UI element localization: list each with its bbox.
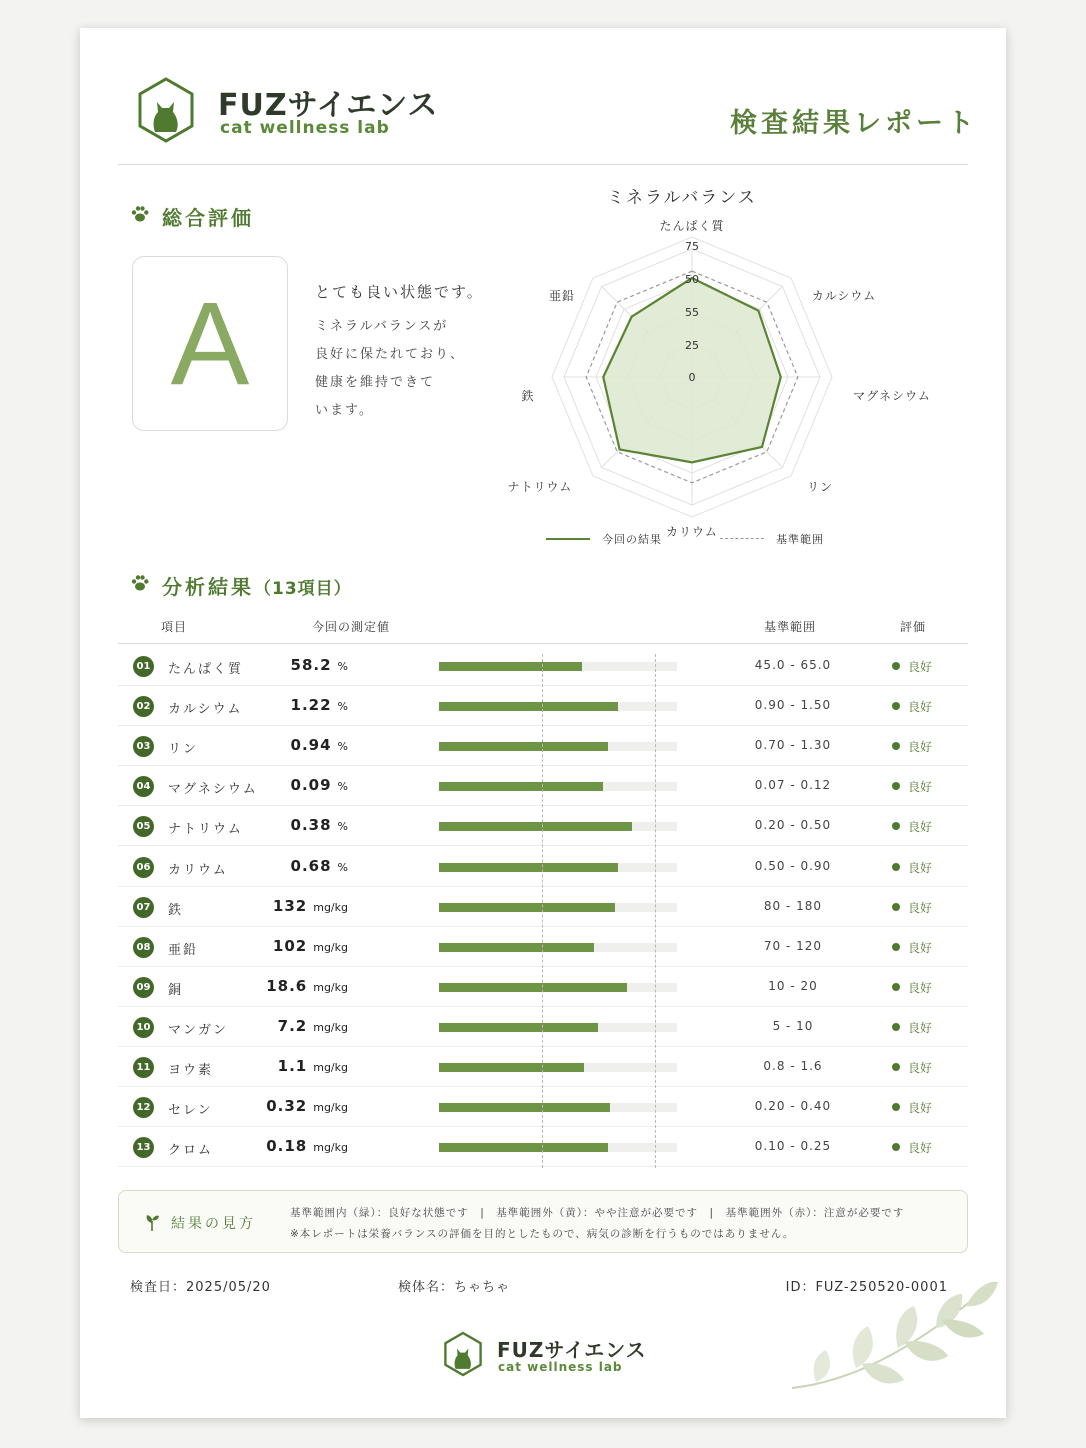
row-item-name: 銅	[168, 982, 184, 998]
grade-description-line: います。	[315, 403, 374, 418]
row-value	[266, 1097, 348, 1115]
grade-description	[315, 313, 465, 425]
row-evaluation-label: 良好	[908, 1061, 933, 1075]
legend-reference-label: 基準範囲	[776, 533, 824, 546]
result-guide-line: 基準範囲内（緑）：良好な状態です | 基準範囲外（黄）：やや注意が必要です | 基準範囲外（赤）：注意が必要です	[290, 1207, 905, 1219]
row-number-badge: 08	[133, 937, 154, 958]
row-value-number: 18.6	[266, 976, 308, 995]
sample-name: 検体名：ちゃちゃ	[398, 1280, 511, 1295]
row-number-badge: 05	[133, 816, 154, 837]
row-level-bar	[439, 1143, 677, 1152]
row-number-badge: 07	[133, 897, 154, 918]
row-item-name: クロム	[168, 1143, 214, 1159]
result-guide-box	[118, 1190, 968, 1253]
status-dot-icon	[892, 662, 900, 670]
table-row	[118, 686, 968, 726]
grade-card	[132, 256, 288, 431]
table-row	[118, 967, 968, 1007]
row-reference-range: 10 - 20	[768, 978, 818, 993]
row-evaluation-label: 良好	[908, 740, 933, 755]
grade-description-line: 健康を維持できて	[315, 375, 436, 390]
row-value	[291, 736, 348, 754]
row-level-bar	[439, 1103, 677, 1112]
row-number-badge: 02	[133, 696, 154, 717]
radar-scale-tick: 0	[688, 371, 696, 384]
leaf-sprout-icon	[145, 1212, 161, 1232]
header-value: 今回の測定値	[312, 620, 391, 634]
status-dot-icon	[892, 782, 900, 790]
row-level-bar	[439, 943, 677, 952]
paw-icon	[130, 573, 150, 593]
row-value-unit: mg/kg	[313, 1141, 348, 1155]
disclaimer-text: ※本レポートは栄養バランスの評価を目的としたもので、病気の診断を行うものではありません。	[290, 1228, 795, 1240]
row-level-fill	[439, 822, 632, 831]
row-level-bar	[439, 1063, 677, 1072]
row-value-number: 0.09	[290, 776, 332, 795]
status-dot-icon	[892, 983, 900, 991]
reference-min-guide	[542, 654, 543, 1168]
row-level-bar	[439, 702, 677, 711]
status-dot-icon	[892, 1023, 900, 1031]
row-value-number: 102	[272, 936, 308, 955]
row-reference-range: 0.10 - 0.25	[754, 1139, 832, 1154]
row-level-bar	[439, 742, 677, 751]
row-value-unit: %	[337, 740, 348, 754]
row-reference-range: 0.07 - 0.12	[754, 778, 832, 793]
row-evaluation	[892, 738, 932, 755]
row-value-unit: mg/kg	[313, 940, 348, 954]
row-level-bar	[439, 782, 677, 791]
table-row	[118, 646, 968, 686]
row-number-badge: 12	[133, 1097, 154, 1118]
row-evaluation	[892, 658, 932, 675]
row-evaluation	[892, 778, 932, 795]
reference-max-guide	[655, 654, 656, 1168]
row-evaluation-label: 良好	[908, 700, 933, 715]
analysis-title-text: 分析結果	[162, 575, 254, 599]
radar-scale-tick: 55	[685, 306, 699, 319]
grade-description-line: 良好に保たれており、	[315, 347, 466, 362]
paw-icon	[130, 204, 150, 224]
status-dot-icon	[892, 1063, 900, 1071]
row-value-number: 1.22	[290, 696, 332, 715]
row-evaluation-label: 良好	[908, 1020, 933, 1035]
row-value-number: 132	[272, 896, 308, 915]
table-row	[118, 1087, 968, 1127]
analysis-section-title	[162, 571, 352, 600]
row-reference-range: 0.20 - 0.50	[754, 818, 832, 833]
row-level-bar	[439, 1023, 677, 1032]
row-value	[291, 857, 348, 875]
row-evaluation-label: 良好	[908, 900, 933, 915]
row-value-number: 7.2	[277, 1016, 308, 1035]
cat-hexagon-logo-icon	[442, 1331, 484, 1377]
row-evaluation-label: 良好	[908, 1141, 933, 1156]
row-level-bar	[439, 822, 677, 831]
row-evaluation	[892, 698, 932, 715]
row-evaluation	[892, 939, 932, 956]
row-reference-range: 80 - 180	[763, 898, 823, 913]
row-evaluation	[892, 818, 932, 835]
brand-subtitle: cat wellness lab	[220, 118, 390, 138]
row-value	[291, 816, 348, 834]
table-row	[118, 1007, 968, 1047]
mineral-radar-chart	[480, 208, 980, 558]
row-evaluation	[892, 899, 932, 916]
row-value-unit: %	[337, 700, 348, 714]
row-value-number: 0.68	[290, 856, 332, 875]
row-number-badge: 01	[133, 656, 154, 677]
radar-axis-label: カルシウム	[811, 289, 877, 303]
status-dot-icon	[892, 863, 900, 871]
row-item-name: ナトリウム	[168, 822, 243, 838]
row-level-fill	[439, 1063, 584, 1072]
row-item-name: 亜鉛	[168, 942, 199, 958]
table-row	[118, 847, 968, 887]
row-number-badge: 09	[133, 977, 154, 998]
footer-brand-name: FUZサイエンス	[497, 1338, 647, 1362]
row-number-badge: 04	[133, 776, 154, 797]
row-reference-range: 5 - 10	[772, 1018, 814, 1033]
row-value-unit: %	[337, 820, 348, 834]
row-value	[278, 1057, 348, 1075]
result-guide-title: 結果の見方	[171, 1216, 256, 1232]
row-value	[273, 897, 348, 915]
decorative-leaves-icon	[786, 1276, 1006, 1418]
row-item-name: ヨウ素	[168, 1063, 214, 1078]
header-range: 基準範囲	[764, 620, 817, 634]
row-level-fill	[439, 782, 603, 791]
row-value-unit: %	[337, 860, 348, 874]
brand-name: FUZサイエンス	[218, 88, 439, 123]
table-row	[118, 726, 968, 766]
row-number-badge: 13	[133, 1137, 154, 1158]
row-level-fill	[439, 1023, 598, 1032]
radar-axis-label: ナトリウム	[507, 480, 573, 494]
radar-legend	[546, 530, 846, 548]
row-value	[266, 1137, 348, 1155]
row-level-fill	[439, 1143, 608, 1152]
table-row	[118, 806, 968, 846]
row-number-badge: 10	[133, 1017, 154, 1038]
row-value-unit: %	[337, 780, 348, 794]
row-level-fill	[439, 662, 582, 671]
row-level-bar	[439, 903, 677, 912]
row-level-bar	[439, 662, 677, 671]
radar-scale-tick: 25	[685, 339, 699, 352]
legend-current-line	[546, 538, 590, 540]
radar-scale-tick: 75	[685, 240, 699, 253]
status-dot-icon	[892, 742, 900, 750]
row-value-number: 0.94	[290, 736, 332, 755]
header-divider	[118, 164, 968, 165]
row-evaluation	[892, 1019, 932, 1036]
row-evaluation-label: 良好	[908, 780, 933, 795]
overall-section-title: 総合評価	[162, 206, 254, 230]
status-dot-icon	[892, 1103, 900, 1111]
row-item-name: セレン	[168, 1103, 213, 1119]
row-level-fill	[439, 943, 594, 952]
row-evaluation	[892, 1059, 932, 1076]
row-reference-range: 45.0 - 65.0	[754, 658, 832, 672]
row-reference-range: 0.70 - 1.30	[754, 738, 832, 753]
row-value-number: 1.1	[277, 1057, 308, 1075]
row-item-name: マグネシウム	[168, 782, 258, 798]
row-number-badge: 03	[133, 736, 154, 757]
row-level-fill	[439, 983, 627, 992]
radar-axis-label: 鉄	[521, 389, 535, 403]
row-item-name: カリウム	[168, 862, 228, 878]
row-value-unit: mg/kg	[313, 900, 348, 914]
row-reference-range: 0.8 - 1.6	[763, 1059, 823, 1073]
status-dot-icon	[892, 822, 900, 830]
report-page	[80, 28, 1006, 1418]
row-value	[291, 656, 348, 674]
row-value-number: 58.2	[290, 656, 332, 674]
report-title: 検査結果レポート	[730, 108, 978, 139]
row-value-number: 0.32	[266, 1097, 308, 1116]
grade-headline: とても良い状態です。	[315, 283, 484, 301]
cat-hexagon-logo-icon	[136, 76, 196, 144]
radar-axis-label: たんぱく質	[659, 219, 725, 233]
row-level-fill	[439, 903, 615, 912]
row-evaluation	[892, 1139, 932, 1156]
row-level-bar	[439, 863, 677, 872]
row-reference-range: 70 - 120	[763, 938, 823, 953]
header-item: 項目	[161, 620, 188, 634]
table-row	[118, 927, 968, 967]
footer-brand-subtitle: cat wellness lab	[498, 1360, 623, 1374]
table-row	[118, 1047, 968, 1087]
legend-reference-line	[720, 538, 764, 539]
row-number-badge: 06	[133, 857, 154, 878]
analysis-count: （13項目）	[254, 579, 352, 599]
row-value-unit: mg/kg	[313, 1061, 348, 1074]
row-number-badge: 11	[133, 1057, 154, 1078]
row-reference-range: 0.50 - 0.90	[754, 858, 832, 873]
status-dot-icon	[892, 903, 900, 911]
status-dot-icon	[892, 943, 900, 951]
row-value-number: 0.38	[290, 816, 332, 835]
report-id: ID：FUZ-250520-0001	[785, 1280, 948, 1295]
row-value	[273, 937, 348, 955]
status-dot-icon	[892, 702, 900, 710]
grade-letter: A	[170, 277, 250, 410]
row-value	[266, 977, 348, 995]
header-eval: 評価	[900, 620, 927, 634]
row-value	[291, 776, 348, 794]
row-value	[278, 1017, 348, 1035]
row-reference-range: 0.90 - 1.50	[754, 698, 832, 713]
table-row	[118, 887, 968, 927]
row-value-unit: mg/kg	[313, 980, 348, 994]
radar-title: ミネラルバランス	[607, 188, 757, 208]
radar-axis-label: リン	[806, 480, 834, 494]
row-reference-range: 0.20 - 0.40	[754, 1099, 832, 1114]
radar-axis-label: マグネシウム	[853, 389, 931, 403]
row-level-fill	[439, 1103, 610, 1112]
row-level-fill	[439, 702, 618, 711]
row-level-fill	[439, 863, 618, 872]
row-value-unit: mg/kg	[313, 1101, 348, 1115]
exam-date: 検査日：2025/05/20	[130, 1280, 271, 1295]
row-evaluation	[892, 979, 932, 996]
row-level-fill	[439, 742, 608, 751]
row-evaluation	[892, 1099, 932, 1116]
row-evaluation-label: 良好	[908, 820, 933, 835]
row-evaluation	[892, 859, 932, 876]
legend-current-label: 今回の結果	[602, 533, 662, 546]
row-item-name: 鉄	[168, 902, 184, 918]
row-value-number: 0.18	[266, 1137, 308, 1156]
table-row	[118, 1127, 968, 1167]
table-row	[118, 766, 968, 806]
row-evaluation-label: 良好	[908, 860, 933, 875]
grade-description-line: ミネラルバランスが	[315, 319, 449, 334]
row-item-name: カルシウム	[168, 702, 243, 718]
status-dot-icon	[892, 1143, 900, 1151]
row-value-unit: %	[337, 660, 348, 673]
row-value-unit: mg/kg	[313, 1020, 348, 1034]
table-header-divider	[118, 643, 968, 644]
row-evaluation-label: 良好	[908, 980, 933, 995]
row-level-bar	[439, 983, 677, 992]
row-evaluation-label: 良好	[908, 1101, 933, 1116]
row-item-name: たんぱく質	[168, 662, 244, 677]
radar-scale-tick: 50	[685, 273, 699, 286]
radar-axis-label: 亜鉛	[548, 289, 576, 303]
row-item-name: リン	[168, 742, 199, 758]
radar-axis-label: カリウム	[666, 525, 718, 539]
row-evaluation-label: 良好	[908, 940, 933, 955]
row-evaluation-label: 良好	[908, 660, 933, 674]
row-value	[291, 696, 348, 714]
row-item-name: マンガン	[168, 1022, 229, 1038]
